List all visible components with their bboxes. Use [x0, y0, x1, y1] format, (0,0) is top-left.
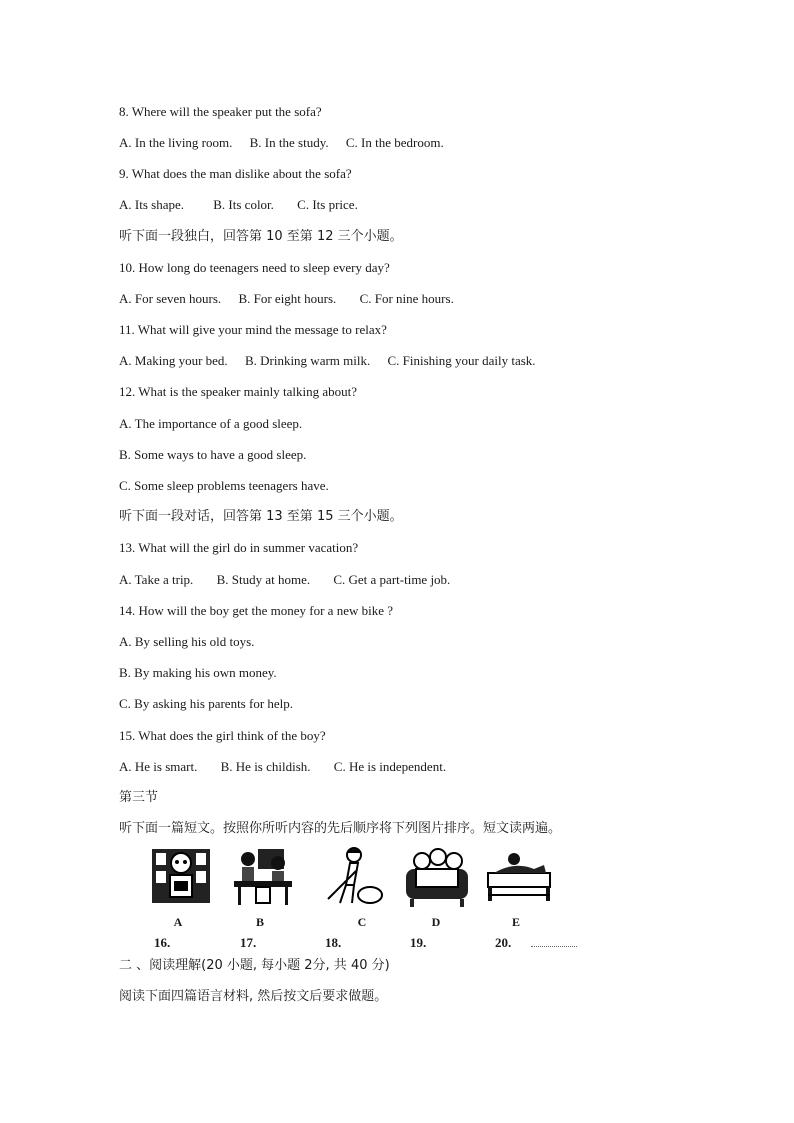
option-10c: C. For nine hours.	[359, 291, 454, 306]
instruction-10-12: 听下面一段独白，回答第 10 至第 12 三个小题。	[119, 229, 403, 244]
picture-b	[228, 845, 298, 909]
options-13	[119, 572, 450, 588]
picture-label-b: B	[255, 915, 264, 929]
option-11a: A. Making your bed.	[119, 353, 228, 368]
option-9c: C. Its price.	[297, 197, 358, 212]
option-14a: A. By selling his old toys.	[119, 634, 255, 649]
question-9: 9. What does the man dislike about the sofa?	[119, 166, 352, 181]
option-8c: C. In the bedroom.	[345, 135, 444, 150]
answer-slot-18: 18.	[325, 935, 342, 950]
option-15c: C. He is independent.	[333, 759, 447, 774]
option-15b: B. He is childish.	[220, 759, 311, 774]
picture-a	[146, 845, 216, 909]
option-11b: B. Drinking warm milk.	[244, 353, 371, 368]
options-9	[119, 197, 358, 213]
picture-label-d: D	[431, 915, 441, 929]
question-11: 11. What will give your mind the message to relax?	[119, 322, 387, 337]
options-11	[119, 353, 536, 369]
picture-c	[320, 845, 390, 909]
options-10	[119, 291, 454, 307]
picture-label-a: A	[173, 915, 183, 929]
answer-blank-20[interactable]	[531, 946, 577, 947]
option-9a: A. Its shape.	[119, 197, 184, 212]
sofa-group-icon	[402, 845, 472, 909]
option-13a: A. Take a trip.	[119, 572, 194, 587]
answer-slot-17: 17.	[240, 935, 257, 950]
reading-person-icon	[146, 845, 216, 909]
section-3-title: 第三节	[119, 790, 159, 805]
picture-label-e: E	[511, 915, 520, 929]
option-12a: A. The importance of a good sleep.	[119, 416, 303, 431]
sleeping-person-icon	[484, 845, 554, 909]
part-2-title: 二 、阅读理解(20 小题, 每小题 2分, 共 40 分)	[119, 958, 390, 973]
option-12c: C. Some sleep problems teenagers have.	[119, 478, 329, 493]
answer-slot-19: 19.	[410, 935, 427, 950]
cleaning-person-icon	[320, 845, 390, 909]
instruction-13-15: 听下面一段对话，回答第 13 至第 15 三个小题。	[119, 509, 403, 524]
picture-e	[484, 845, 554, 909]
part-2-instruction: 阅读下面四篇语言材料, 然后按文后要求做题。	[119, 989, 388, 1004]
options-8	[119, 135, 444, 151]
options-15	[119, 759, 446, 775]
family-table-icon	[228, 845, 298, 909]
question-13: 13. What will the girl do in summer vacation?	[119, 540, 359, 555]
question-8: 8. Where will the speaker put the sofa?	[119, 104, 322, 119]
option-13c: C. Get a part-time job.	[333, 572, 451, 587]
option-14c: C. By asking his parents for help.	[119, 696, 294, 711]
option-11c: C. Finishing your daily task.	[387, 353, 536, 368]
question-12: 12. What is the speaker mainly talking about?	[119, 384, 358, 399]
answer-slot-16: 16.	[154, 935, 171, 950]
option-8b: B. In the study.	[249, 135, 329, 150]
picture-d	[402, 845, 472, 909]
question-15: 15. What does the girl think of the boy?	[119, 728, 326, 743]
option-10b: B. For eight hours.	[238, 291, 337, 306]
option-14b: B. By making his own money.	[119, 665, 277, 680]
answer-slot-20: 20.	[495, 935, 512, 950]
picture-label-c: C	[357, 915, 367, 929]
picture-sequence	[140, 845, 580, 955]
option-13b: B. Study at home.	[216, 572, 311, 587]
option-9b: B. Its color.	[213, 197, 274, 212]
option-12b: B. Some ways to have a good sleep.	[119, 447, 307, 462]
option-8a: A. In the living room.	[119, 135, 233, 150]
question-14: 14. How will the boy get the money for a new bike ?	[119, 603, 394, 618]
question-10: 10. How long do teenagers need to sleep every day?	[119, 260, 390, 275]
section-3-instruction: 听下面一篇短文。按照你所听内容的先后顺序将下列图片排序。短文读两遍。	[119, 821, 562, 836]
option-15a: A. He is smart.	[119, 759, 198, 774]
option-10a: A. For seven hours.	[119, 291, 222, 306]
